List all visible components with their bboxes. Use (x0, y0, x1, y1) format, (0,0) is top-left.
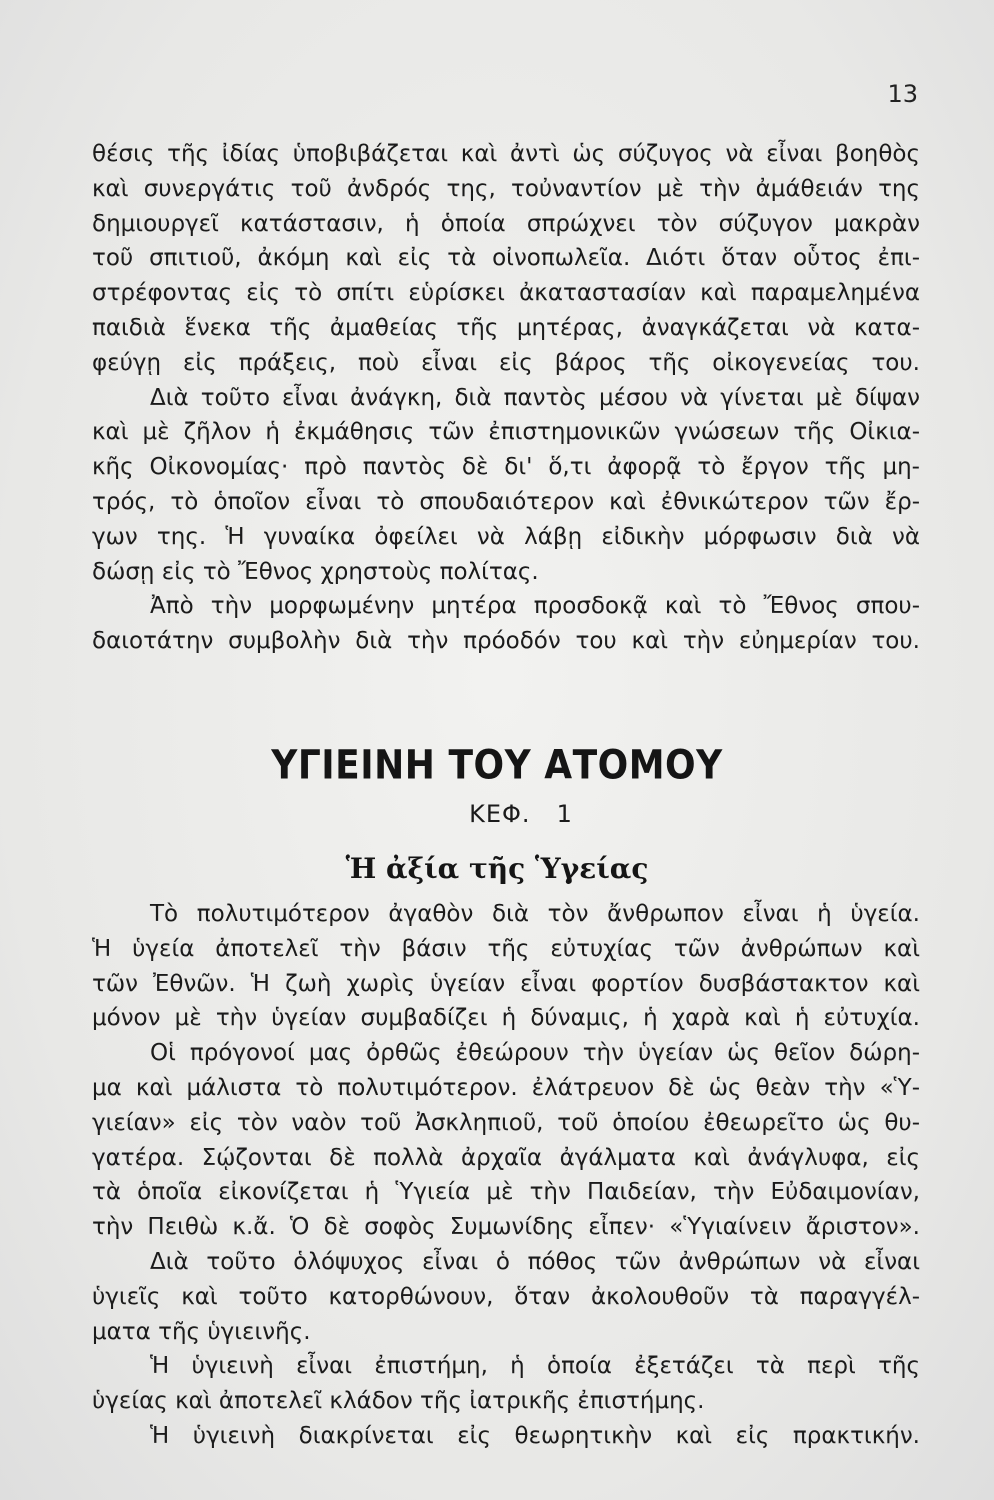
text-line: Ἡ ὑγιεινὴ διακρίνεται εἰς θεωρητικὴν καὶ εἰς πρακτικήν. (150, 1422, 920, 1449)
text-line: θέσις τῆς ἰδίας ὑποβιβάζεται καὶ ἀντὶ ὡς σύζυγος νὰ εἶναι βοηθὸς (92, 141, 920, 167)
subheading: Ἡ ἀξία τῆς Ὑγείας (345, 852, 649, 885)
paragraph (92, 1036, 920, 1245)
page-number: 13 (887, 80, 918, 108)
paragraph (92, 381, 920, 590)
text-line: Ἀπὸ τὴν μορφωμένην μητέρα προσδοκᾷ καὶ τὸ Ἔθνος σπου- (150, 593, 920, 620)
text-line: δαιοτάτην συμβολὴν διὰ τὴν πρόοδόν του καὶ τὴν εὐημερίαν του. (92, 628, 920, 655)
body-text-top (92, 137, 920, 659)
text-line: δημιουργεῖ κατάστασιν, ἡ ὁποία σπρώχνει τὸν σύζυγον μακρὰν (92, 210, 920, 237)
text-line: παιδιὰ ἕνεκα τῆς ἀμαθείας τῆς μητέρας, ἀναγκάζεται νὰ κατα- (92, 314, 920, 341)
chapter-label (0, 800, 994, 828)
text-line: ὑγιεῖς καὶ τοῦτο κατορθώνουν, ὅταν ἀκολουθοῦν τὰ παραγγέλ- (92, 1283, 920, 1310)
paragraph (92, 589, 920, 659)
text-line: ὑγείας καὶ ἀποτελεῖ κλάδον τῆς ἰατρικῆς ἐπιστήμης. (92, 1388, 705, 1415)
text-line: καὶ μὲ ζῆλον ἡ ἐκμάθησις τῶν ἐπιστημονικῶν γνώσεων τῆς Οἰκια- (92, 419, 920, 446)
chapter-abbrev: ΚΕΦ. (469, 800, 531, 828)
text-line: ματα τῆς ὑγιεινῆς. (92, 1318, 311, 1345)
text-line: μα καὶ μάλιστα τὸ πολυτιμότερον. ἐλάτρευον δὲ ὡς θεὰν τὴν «Ὑ- (92, 1074, 920, 1101)
paragraph (92, 137, 920, 381)
text-line: δώσῃ εἰς τὸ Ἔθνος χρηστοὺς πολίτας. (92, 558, 539, 585)
paragraph (92, 1245, 920, 1349)
body-text-bottom (92, 897, 920, 1454)
text-line: μόνον μὲ τὴν ὑγείαν συμβαδίζει ἡ δύναμις, ἡ χαρὰ καὶ ἡ εὐτυχία. (92, 1005, 920, 1032)
text-line: στρέφοντας εἰς τὸ σπίτι εὑρίσκει ἀκαταστασίαν καὶ παραμελημένα (92, 280, 920, 307)
text-line: Οἱ πρόγονοί μας ὀρθῶς ἐθεώρουν τὴν ὑγείαν ὡς θεῖον δώρη- (150, 1040, 920, 1067)
paragraph (92, 1419, 920, 1454)
paragraph (92, 1349, 920, 1419)
text-line: φεύγῃ εἰς πράξεις, ποὺ εἶναι εἰς βάρος τῆς οἰκογενείας του. (92, 349, 920, 376)
text-line: γιείαν» εἰς τὸν ναὸν τοῦ Ἀσκληπιοῦ, τοῦ ὁποίου ἐθεωρεῖτο ὡς θυ- (92, 1109, 920, 1136)
text-line: Διὰ τοῦτο εἶναι ἀνάγκη, διὰ παντὸς μέσου νὰ γίνεται μὲ δίψαν (150, 384, 920, 411)
text-line: Τὸ πολυτιμότερον ἀγαθὸν διὰ τὸν ἄνθρωπον εἶναι ἡ ὑγεία. (150, 901, 920, 927)
text-line: γατέρα. Σῴζονται δὲ πολλὰ ἀρχαῖα ἀγάλματα καὶ ἀνάγλυφα, εἰς (92, 1144, 920, 1171)
text-line: τοῦ σπιτιοῦ, ἀκόμη καὶ εἰς τὰ οἰνοπωλεῖα. Διότι ὅταν οὗτος ἐπι- (92, 245, 920, 272)
text-line: Διὰ τοῦτο ὁλόψυχος εἶναι ὁ πόθος τῶν ἀνθρώπων νὰ εἶναι (150, 1248, 920, 1275)
section-heading: ΥΓΙΕΙΝΗ ΤΟΥ ΑΤΟΜΟΥ (271, 742, 723, 789)
text-line: καὶ συνεργάτις τοῦ ἀνδρός της, τοὐναντίον μὲ τὴν ἀμάθειάν της (92, 175, 920, 202)
text-line: Ἡ ὑγιεινὴ εἶναι ἐπιστήμη, ἡ ὁποία ἐξετάζει τὰ περὶ τῆς (150, 1353, 920, 1380)
text-line: τρός, τὸ ὁποῖον εἶναι τὸ σπουδαιότερον καὶ ἐθνικώτερον τῶν ἔρ- (92, 488, 920, 515)
text-line: κῆς Οἰκονομίας· πρὸ παντὸς δὲ δι' ὅ,τι ἀφορᾷ τὸ ἔργον τῆς μη- (92, 454, 920, 481)
chapter-number: 1 (556, 800, 573, 828)
text-line: τὰ ὁποῖα εἰκονίζεται ἡ Ὑγιεία μὲ τὴν Παιδείαν, τὴν Εὐδαιμονίαν, (92, 1179, 920, 1206)
text-line: Ἡ ὑγεία ἀποτελεῖ τὴν βάσιν τῆς εὐτυχίας τῶν ἀνθρώπων καὶ (92, 935, 920, 962)
text-line: τὴν Πειθὼ κ.ἄ. Ὁ δὲ σοφὸς Συμωνίδης εἶπεν· «Ὑγιαίνειν ἄριστον». (92, 1214, 920, 1241)
paragraph (92, 897, 920, 1036)
text-line: γων της. Ἡ γυναίκα ὀφείλει νὰ λάβῃ εἰδικὴν μόρφωσιν διὰ νὰ (92, 523, 920, 550)
text-line: τῶν Ἐθνῶν. Ἡ ζωὴ χωρὶς ὑγείαν εἶναι φορτίον δυσβάστακτον καὶ (92, 970, 920, 997)
